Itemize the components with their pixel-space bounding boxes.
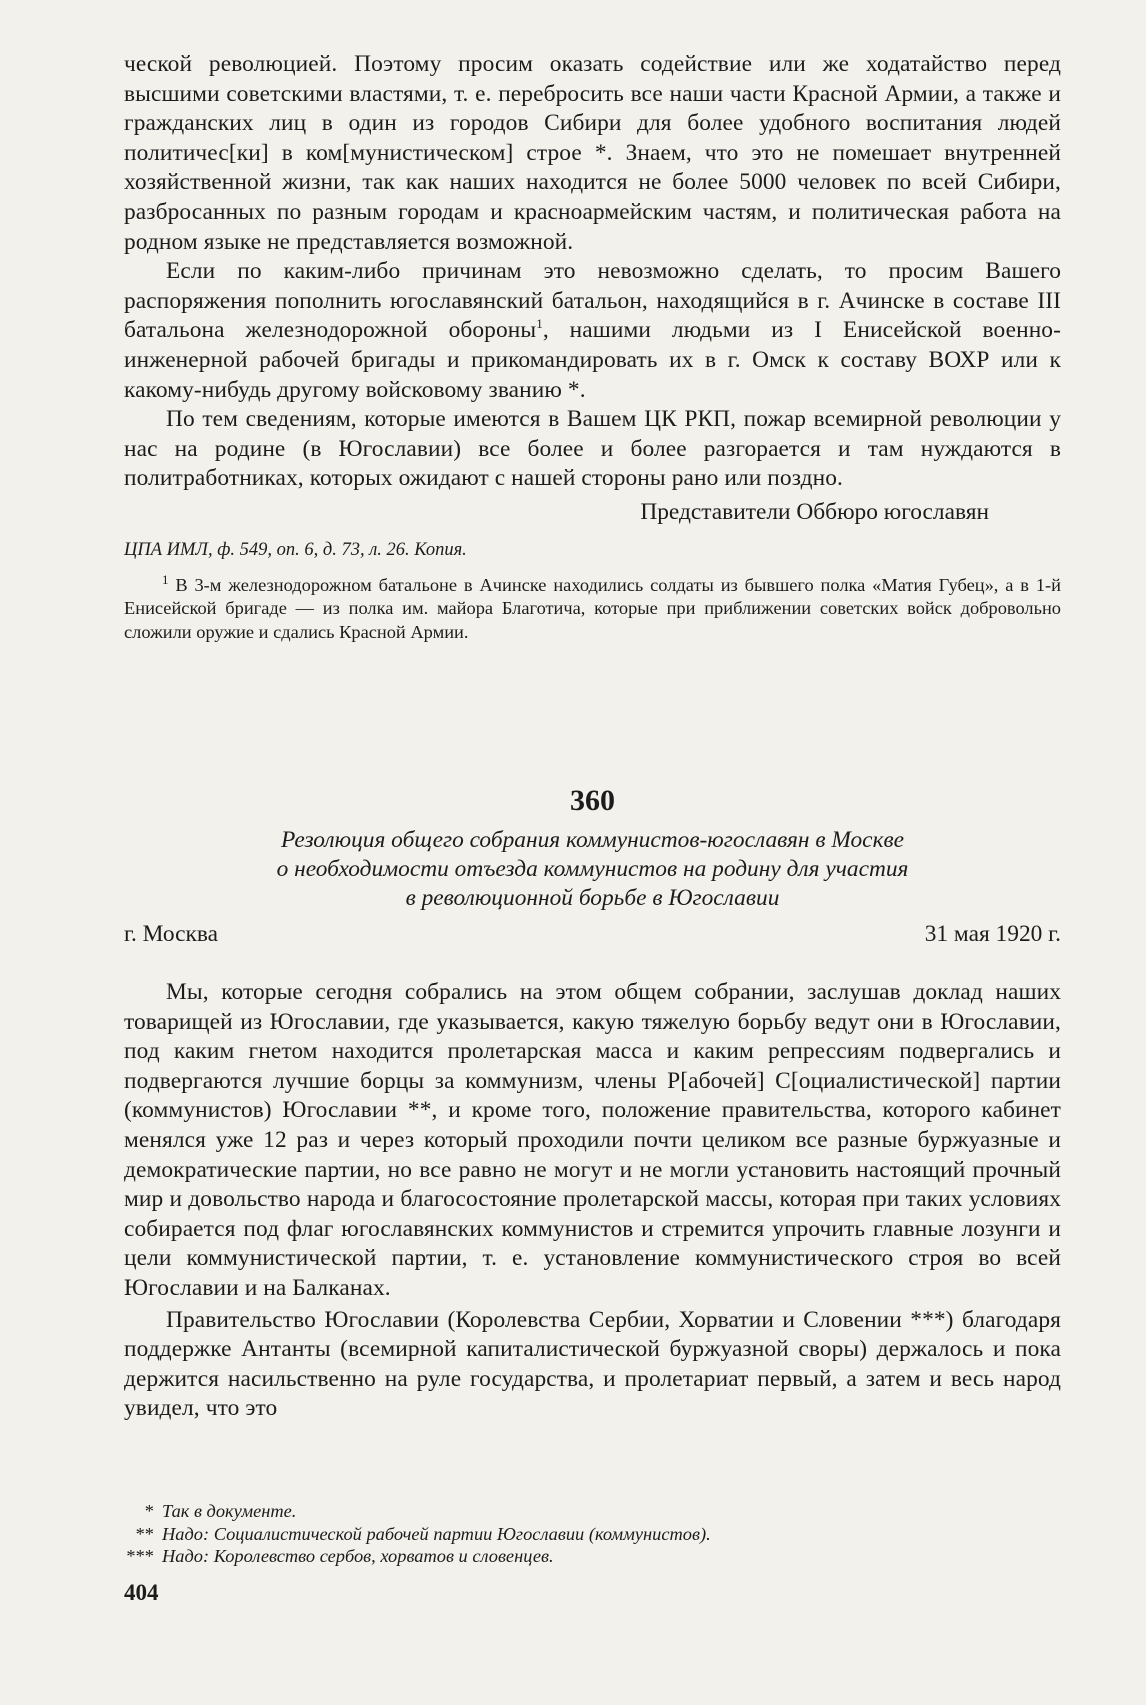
- document-title-line-2: о необходимости отъезда коммунистов на родину для участия: [276, 856, 909, 882]
- document-number: 360: [570, 784, 615, 817]
- document-date: 31 мая 1920 г.: [924, 921, 1061, 947]
- footnote-star-3: [110, 1545, 1047, 1568]
- resolution-paragraph-1: Мы, которые сегодня собрались на этом общем собрании, заслушав доклад наших товарищей из Югославии, где указывается, какую тяжелую борьбу ведут они в Югославии, под каким гнетом находится пролетарская масса и каким репрессиям подвергались и подвергаются лучшие борцы за коммунизм, члены Р[абочей] С[оциалистической] партии (коммунистов) Югославии **, и кроме того, положение правительства, которого кабинет менялся уже 12 раз и через который проходили почти целиком все разные буржуазные и демократические партии, но все равно не могут и не могли установить настоящий прочный мир и довольство народа и благосостояние пролетарской массы, которая при таких условиях собирается под флаг югославянских коммунистов и стремится упрочить главные лозунги и цели коммунистической партии, т. е. установление коммунистического строя во всей Югославии и на Балканах.: [124, 979, 1061, 1301]
- footnote-text: Надо: Королевство сербов, хорватов и словенцев.: [162, 1546, 554, 1566]
- signature: Представители Оббюро югославян: [640, 498, 989, 525]
- footnote-mark: **: [135, 1523, 154, 1544]
- paragraph-continuation: ческой революцией. Поэтому просим оказать содействие или же ходатайство перед высшими советскими властями, т. е. перебросить все наши части Красной Армии, а также и гражданских лиц в один из городов Сибири для более удобного воспитания людей политичес[ки] в ком[мунистическом] строе *. Знаем, что это не помешает внутренней хозяйственной жизни, так как наших находится не более 5000 человек по всей Сибири, разбросанных по разным городам и красноармейским частям, и политическая работа на родном языке не представляется возможной.: [124, 51, 1061, 255]
- top-text-block: [124, 50, 1061, 644]
- paragraph-request-part1: Если по каким-либо причинам это невозможно сделать, то просим Вашего распоряжения пополнить югославянский батальон, находящийся в г. Ачинске в составе III батальона железнодорожной обороны: [124, 258, 1061, 344]
- footnote-1: [124, 571, 1061, 645]
- page-number: 404: [124, 1580, 159, 1605]
- resolution-text: [124, 978, 1061, 1424]
- paragraph-request-part2: , нашими людьми из I Енисейской военно-инженерной рабочей бригады и прикомандировать их в г. Омск к составу ВОХР или к какому-нибудь другому войсковому званию *.: [124, 317, 1061, 403]
- document-title-line-1: Резолюция общего собрания коммунистов-югославян в Москве: [280, 827, 905, 853]
- footnote-ref-1: 1: [536, 316, 543, 332]
- footnote-text: Надо: Социалистической рабочей партии Югославии (коммунистов).: [162, 1523, 711, 1544]
- resolution-paragraph-2: Правительство Югославии (Королевства Сербии, Хорватии и Словении ***) благодаря поддержке Антанты (всемирной капиталистической буржуазной своры) держалось и пока держится насильственно на руле государства, и пролетариат первый, а затем и весь народ увидел, что это: [124, 1306, 1061, 1422]
- footnote-1-mark: 1: [162, 571, 169, 587]
- document-title-line-3: в революционной борьбе в Югославии: [405, 885, 780, 911]
- document-heading: [124, 784, 1061, 950]
- paragraph-request: [124, 257, 1061, 405]
- archive-reference: ЦПА ИМЛ, ф. 549, оп. 6, д. 73, л. 26. Копия.: [124, 539, 467, 560]
- footnote-1-text: В 3-м железнодорожном батальоне в Ачинске находились солдаты из бывшего полка «Матия Губец», а в 1-й Енисейской бригаде — из полка им. майора Благотича, которые при приближении советских войск добровольно сложили оружие и сдались Красной Армии.: [124, 574, 1061, 642]
- footnote-text: Так в документе.: [162, 1501, 297, 1521]
- footnote-star-2: [110, 1523, 1047, 1546]
- place-date-line: [124, 920, 1061, 950]
- paragraph-revolution: По тем сведениям, которые имеются в Вашем ЦК РКП, пожар всемирной революции у нас на родине (в Югославии) все более и более разгорается и там нуждаются в политработниках, которых ожидают с нашей стороны рано или поздно.: [124, 406, 1061, 492]
- footnote-mark: ***: [126, 1546, 154, 1566]
- document-place: г. Москва: [124, 921, 219, 947]
- footnotes-block: [110, 1500, 1047, 1568]
- footnote-star-1: [110, 1500, 1047, 1523]
- footnote-mark: *: [144, 1501, 154, 1521]
